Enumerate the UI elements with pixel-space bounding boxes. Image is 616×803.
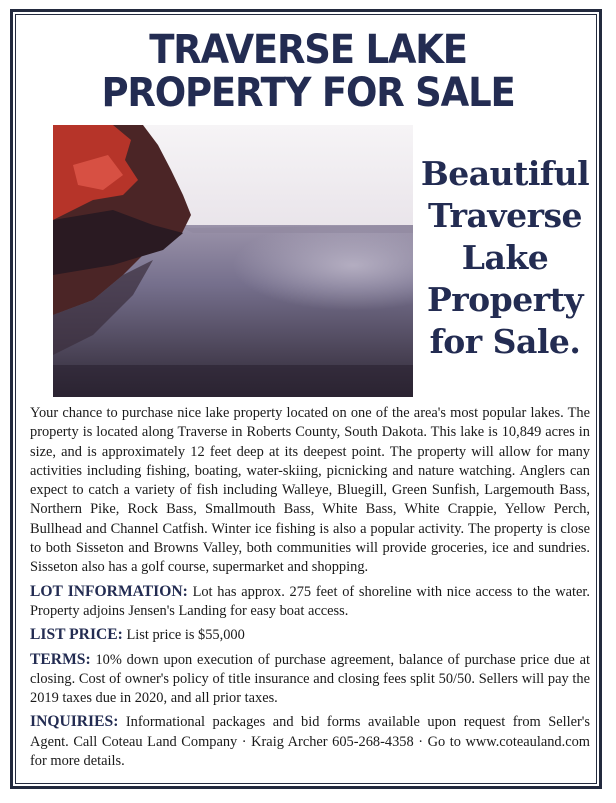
terms-text: 10% down upon execution of purchase agreement, balance of purchase price due at closing. Cost of owner's policy of title insurance and closing fees split 50/50. Sellers will pay the 2019 taxes due in 2020, and all prior taxes. (30, 651, 590, 707)
side-heading-line: Beautiful (420, 154, 590, 193)
list-price-label: LIST PRICE: (30, 626, 123, 644)
side-heading-line: Traverse (427, 196, 583, 235)
inquiries-label: INQUIRIES: (30, 713, 119, 731)
side-heading (415, 153, 595, 363)
terms-label: TERMS: (30, 650, 91, 668)
title-line-1: TRAVERSE LAKE (149, 26, 467, 73)
side-heading-line: Property (426, 280, 584, 319)
list-price-text: List price is $55,000 (122, 627, 245, 644)
lot-information-label: LOT INFORMATION: (30, 582, 188, 600)
body-text (30, 404, 590, 771)
intro-paragraph: Your chance to purchase nice lake property located on one of the area's most popular lakes. The property is located along Traverse in Roberts County, South Dakota. This lake is 10,849 acres in size, and is approximately 12 feet deep at its deepest point. The property will allow for many activities including fishing, boating, water-skiing, picnicking and nature watching. Anglers can expect to catch a variety of fish including Walleye, Bluegill, Green Sunfish, Largemouth Bass, Northern Pike, Rock Bass, Smallmouth Bass, White Bass, White Crappie, Yellow Perch, Bullhead and Channel Catfish. Winter ice fishing is also a popular activity. The property is close to both Sisseton and Browns Valley, both communities will provide groceries, ice and sundries. Sisseton also has a golf course, supermarket and shopping. (30, 405, 590, 576)
lake-photo (53, 125, 413, 397)
side-heading-line: for Sale. (429, 322, 581, 361)
terms (30, 650, 590, 709)
lot-information-text: Lot has approx. 275 feet of shoreline with nice access to the water. Property adjoins Jensen's Landing for easy boat access. (30, 583, 591, 619)
inquiries (30, 712, 590, 771)
lot-information (30, 582, 590, 622)
side-heading-line: Lake (461, 238, 549, 277)
title-line-2: PROPERTY FOR SALE (101, 69, 515, 116)
inquiries-text: Informational packages and bid forms available upon request from Seller's Agent. Call Coteau Land Company · Kraig Archer 605-268-4358 · Go to www.coteauland.com for more details. (30, 714, 590, 770)
list-price (30, 625, 590, 645)
